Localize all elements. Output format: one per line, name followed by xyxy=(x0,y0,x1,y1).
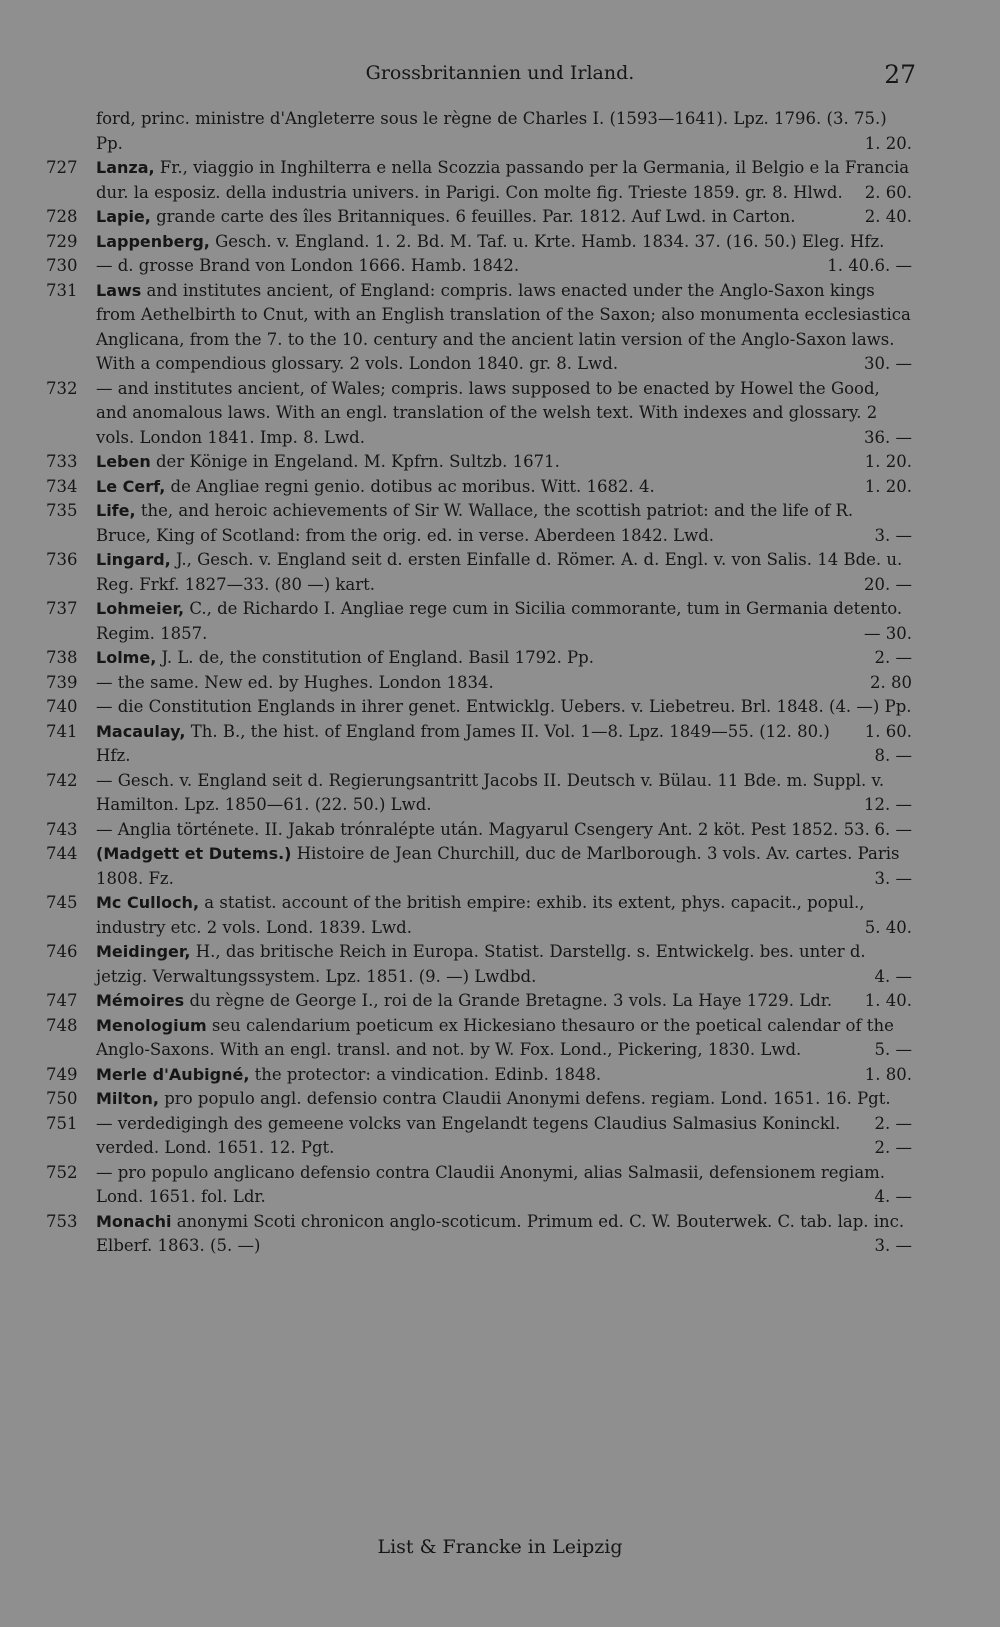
catalog-entry xyxy=(0,377,1000,451)
entry-number: 742 xyxy=(46,770,78,790)
entry-number: 747 xyxy=(46,991,78,1010)
entry-number: 728 xyxy=(46,207,78,226)
entry-text: — die Constitution Englands in ihrer genet. Entwicklg. Uebers. v. Liebetreu. Brl. 1848. (4. —) Pp. xyxy=(96,697,912,716)
page-header xyxy=(0,60,1000,90)
entry-text: — the same. New ed. by Hughes. London 1834. xyxy=(96,672,494,692)
catalog-entry xyxy=(0,107,1000,156)
entry-price: 2. 80 xyxy=(870,672,912,692)
entry-price: 12. — xyxy=(864,795,912,814)
entry-number: 744 xyxy=(46,844,78,863)
entry-price: 5. 40. xyxy=(864,917,912,937)
entry-heading: Lanza, xyxy=(96,158,155,177)
entry-price: 3. — xyxy=(874,868,912,888)
entry-price: 1. 20. xyxy=(864,476,912,496)
entry-price: 3. — xyxy=(874,525,912,545)
entry-heading: Milton, xyxy=(96,1089,159,1108)
entry-heading: Life, xyxy=(96,501,136,520)
entry-number: 733 xyxy=(46,452,78,471)
entry-number: 750 xyxy=(46,1089,78,1108)
entry-text: — and institutes ancient, of Wales; compris. laws supposed to be enacted by Howel the Good, and anomalous laws. With an engl. translation of the welsh text. With indexes and glossary. 2 vols. London 1841. Imp. 8. Lwd. xyxy=(96,378,880,447)
catalog-entry xyxy=(0,940,1000,989)
catalog-entry xyxy=(0,646,1000,671)
entry-text: — Gesch. v. England seit d. Regierungsantritt Jacobs II. Deutsch v. Bülau. 11 Bde. m. Suppl. v. Hamilton. Lpz. 1850—61. (22. 50.) Lwd. xyxy=(96,770,885,814)
catalog-entry xyxy=(0,1210,1000,1259)
entry-number: 739 xyxy=(46,672,78,692)
catalog-entry xyxy=(0,842,1000,891)
entry-price: — 30. xyxy=(864,623,912,643)
entry-number: 727 xyxy=(46,158,78,177)
entry-price: 36. — xyxy=(864,427,912,447)
entry-price: 2. — xyxy=(874,648,912,667)
catalog-entry xyxy=(0,205,1000,230)
entry-price: 8. — xyxy=(874,746,912,765)
catalog-entry xyxy=(0,1161,1000,1210)
entry-price: 6. — xyxy=(874,256,912,275)
entry-number: 745 xyxy=(46,893,78,912)
entry-price: 2. — xyxy=(874,1138,912,1157)
entry-text: anonymi Scoti chronicon anglo-scoticum. Primum ed. C. W. Bouterwek. C. tab. lap. inc. Elberf. 1863. (5. —) xyxy=(96,1211,905,1255)
entry-number: 741 xyxy=(46,721,78,741)
entry-heading: Lohmeier, xyxy=(96,599,185,618)
entry-number: 748 xyxy=(46,1015,78,1035)
entry-price: 1. 60. xyxy=(864,721,912,741)
catalog-entry xyxy=(0,818,1000,843)
entry-heading: Monachi xyxy=(96,1211,172,1231)
catalog-entry xyxy=(0,769,1000,818)
entry-text: C., de Richardo I. Angliae rege cum in Sicilia commorante, tum in Germania detento. Regim. 1857. xyxy=(96,599,903,643)
entry-price: 5. — xyxy=(874,1040,912,1059)
entry-number: 751 xyxy=(46,1113,78,1133)
entry-text: the protector: a vindication. Edinb. 1848. xyxy=(254,1064,602,1084)
entry-number: 731 xyxy=(46,280,78,300)
entry-price: 1. 40. xyxy=(864,991,912,1010)
catalog-entry xyxy=(0,671,1000,696)
catalog-entry xyxy=(0,499,1000,548)
page-number: 27 xyxy=(884,60,916,89)
entry-price: 2. 60. xyxy=(864,182,912,202)
entry-price: 1. 40. xyxy=(827,256,875,275)
entry-text: pro populo angl. defensio contra Claudii Anonymi defens. regiam. Lond. 1651. 16. Pgt. xyxy=(164,1089,891,1108)
entry-price: 2. — xyxy=(874,1113,912,1133)
entry-number: 753 xyxy=(46,1211,78,1231)
entry-text: ford, princ. ministre d'Angleterre sous le règne de Charles I. (1593—1641). Lpz. 1796. (3. 75.) Pp. xyxy=(96,109,887,153)
catalog-entry xyxy=(0,1014,1000,1063)
entry-heading: Merle d'Aubigné, xyxy=(96,1064,250,1084)
entry-price: 4. — xyxy=(874,966,912,986)
entry-heading: Menologium xyxy=(96,1015,207,1035)
entry-text: J., Gesch. v. England seit d. ersten Einfalle d. Römer. A. d. Engl. v. von Salis. 14 Bde. u. Reg. Frkf. 1827—33. (80 —) kart. xyxy=(96,550,903,594)
entry-number: 736 xyxy=(46,550,78,569)
entry-text: der Könige in Engeland. M. Kpfrn. Sultzb. 1671. xyxy=(156,452,560,471)
catalog-entry xyxy=(0,450,1000,475)
entry-heading: Le Cerf, xyxy=(96,476,166,496)
entry-number: 729 xyxy=(46,231,78,251)
entry-text: Histoire de Jean Churchill, duc de Marlborough. 3 vols. Av. cartes. Paris 1808. Fz. xyxy=(96,844,900,888)
catalog-entry xyxy=(0,1063,1000,1088)
entry-number: 735 xyxy=(46,501,78,520)
catalog-entry xyxy=(0,548,1000,597)
entry-number: 749 xyxy=(46,1064,78,1084)
entry-number: 730 xyxy=(46,256,78,275)
entry-price: 3. — xyxy=(874,1236,912,1255)
entry-price: 2. 40. xyxy=(864,207,912,226)
catalog-entry xyxy=(0,989,1000,1014)
entry-price: 1. 20. xyxy=(864,452,912,471)
entry-text: Th. B., the hist. of England from James II. Vol. 1—8. Lpz. 1849—55. (12. 80.) Hfz. xyxy=(96,721,830,765)
entry-text: and institutes ancient, of England: compris. laws enacted under the Anglo-Saxon kings from Aethelbirth to Cnut, with an English translation of the Saxon; also monumenta ecclesiastica Anglicana, from the 7. to the 10. century and the ancient latin version of the Anglo-Saxon laws. With a compendious glossary. 2 vols. London 1840. gr. 8. Lwd. xyxy=(96,280,911,373)
entry-heading: Lingard, xyxy=(96,550,171,569)
entry-text: H., das britische Reich in Europa. Statist. Darstellg. s. Entwickelg. bes. unter d. jetzig. Verwaltungssystem. Lpz. 1851. (9. —) Lwdbd. xyxy=(96,942,866,986)
entry-text: grande carte des îles Britanniques. 6 feuilles. Par. 1812. Auf Lwd. in Carton. xyxy=(156,207,796,226)
entry-number: 740 xyxy=(46,697,78,716)
entry-text: de Angliae regni genio. dotibus ac moribus. Witt. 1682. 4. xyxy=(170,476,655,496)
entry-number: 746 xyxy=(46,942,78,961)
entry-number: 737 xyxy=(46,599,78,618)
catalog-entry xyxy=(0,279,1000,377)
entry-text: Fr., viaggio in Inghilterra e nella Scozzia passando per la Germania, il Belgio e la Francia dur. la esposiz. della industria univers. in Parigi. Con molte fig. Trieste 1859. gr. 8. Hlwd. xyxy=(96,158,910,202)
entry-heading: Mc Culloch, xyxy=(96,893,200,912)
entry-text: — verdedigingh des gemeene volcks van Engelandt tegens Claudius Salmasius Koninckl. verded. Lond. 1651. 12. Pgt. xyxy=(96,1113,841,1157)
entry-text: — Anglia története. II. Jakab trónralépte után. Magyarul Csengery Ant. 2 köt. Pest 1852. 53. xyxy=(96,819,870,839)
catalog-entry xyxy=(0,254,1000,279)
entry-heading: Macaulay, xyxy=(96,721,186,741)
catalog-entry xyxy=(0,597,1000,646)
entry-text: seu calendarium poeticum ex Hickesiano thesauro or the poetical calendar of the Anglo-Saxons. With an engl. transl. and not. by W. Fox. Lond., Pickering, 1830. Lwd. xyxy=(96,1015,894,1059)
entry-text: J. L. de, the constitution of England. Basil 1792. Pp. xyxy=(161,648,594,667)
entry-number: 752 xyxy=(46,1162,78,1182)
entry-price: 1. 20. xyxy=(864,133,912,153)
entry-number: 743 xyxy=(46,819,78,839)
entry-number: 732 xyxy=(46,378,78,398)
catalog-entry xyxy=(0,891,1000,940)
entry-price: 6. — xyxy=(874,819,912,839)
entry-heading: Mémoires xyxy=(96,991,185,1010)
catalog-entry xyxy=(0,720,1000,769)
entry-heading: Leben xyxy=(96,452,151,471)
entry-text: du règne de George I., roi de la Grande Bretagne. 3 vols. La Haye 1729. Ldr. xyxy=(189,991,833,1010)
entry-number: 738 xyxy=(46,648,78,667)
catalog-entries xyxy=(0,107,1000,1259)
entry-heading: Lapie, xyxy=(96,207,151,226)
entry-price: 20. — xyxy=(864,574,912,594)
entry-text: — d. grosse Brand von London 1666. Hamb. 1842. xyxy=(96,256,520,275)
catalog-entry xyxy=(0,475,1000,500)
catalog-entry xyxy=(0,1112,1000,1161)
entry-text: — pro populo anglicano defensio contra Claudii Anonymi, alias Salmasii, defensionem regiam. Lond. 1651. fol. Ldr. xyxy=(96,1162,886,1206)
entry-heading: Meidinger, xyxy=(96,942,191,961)
running-title: Grossbritannien und Irland. xyxy=(365,62,635,84)
entry-price: 1. 80. xyxy=(864,1064,912,1084)
entry-heading: Lolme, xyxy=(96,648,157,667)
entry-heading: Lappenberg, xyxy=(96,231,210,251)
entry-text: a statist. account of the british empire: exhib. its extent, phys. capacit., popul., industry etc. 2 vols. Lond. 1839. Lwd. xyxy=(96,893,865,937)
entry-number: 734 xyxy=(46,476,78,496)
publisher-footer: List & Francke in Leipzig xyxy=(377,1536,623,1558)
entry-heading: Laws xyxy=(96,280,142,300)
entry-price: 30. — xyxy=(864,354,912,373)
catalog-entry xyxy=(0,156,1000,205)
entry-text: the, and heroic achievements of Sir W. Wallace, the scottish patriot: and the life of R. Bruce, King of Scotland: from the orig. ed. in verse. Aberdeen 1842. Lwd. xyxy=(96,501,854,545)
entry-price: 4. — xyxy=(874,1187,912,1206)
entry-text: Gesch. v. England. 1. 2. Bd. M. Taf. u. Krte. Hamb. 1834. 37. (16. 50.) Eleg. Hfz. xyxy=(215,231,885,251)
entry-heading: (Madgett et Dutems.) xyxy=(96,844,292,863)
